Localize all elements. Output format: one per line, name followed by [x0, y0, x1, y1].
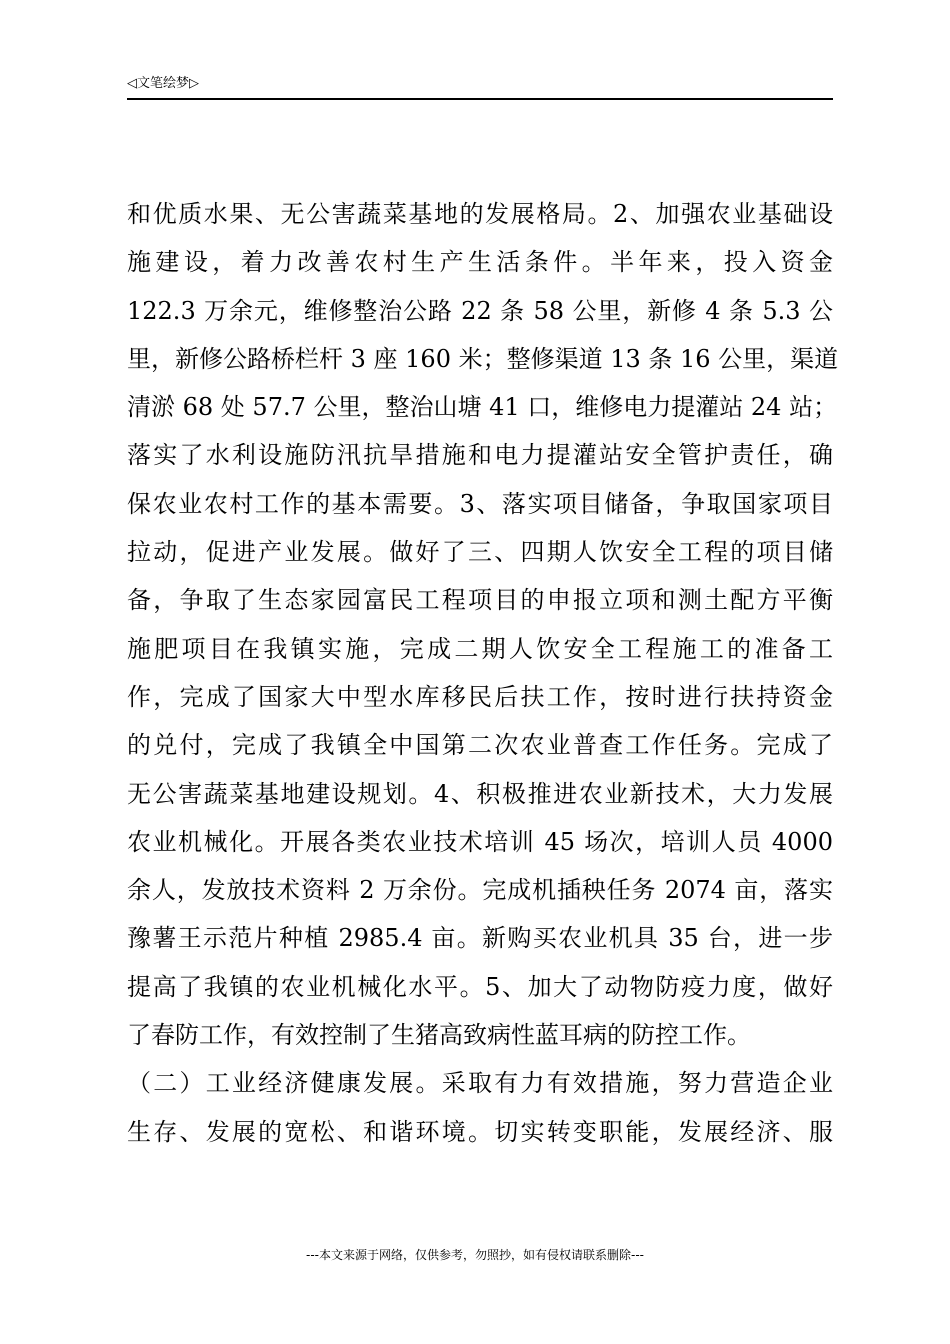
- text-line: 122.3 万余元，维修整治公路 22 条 58 公里，新修 4 条 5.3 公: [127, 296, 833, 325]
- text-line: 和优质水果、无公害蔬菜基地的发展格局。2、加强农业基础设: [127, 200, 833, 228]
- text-line: 豫薯王示范片种植 2985.4 亩。新购买农业机具 35 台，进一步: [127, 924, 833, 953]
- header-mark: ◁文笔绘梦▷: [127, 76, 199, 91]
- text-line: 提高了我镇的农业机械化水平。5、加大了动物防疫力度，做好: [127, 972, 833, 1001]
- text-line: （二）工业经济健康发展。采取有力有效措施，努力营造企业: [127, 1069, 833, 1098]
- text-line: 落实了水利设施防汛抗旱措施和电力提灌站安全管护责任，确: [127, 441, 833, 470]
- text-line: 余人，发放技术资料 2 万余份。完成机插秧任务 2074 亩，落实: [127, 876, 833, 905]
- text-line: 农业机械化。开展各类农业技术培训 45 场次，培训人员 4000: [127, 827, 833, 856]
- text-line: 施建设，着力改善农村生产生活条件。半年来，投入资金: [127, 248, 833, 277]
- footer-notice: ---本文来源于网络，仅供参考，勿照抄，如有侵权请联系删除---: [306, 1248, 644, 1262]
- text-line: 里，新修公路桥栏杆 3 座 160 米；整修渠道 13 条 16 公里，渠道: [127, 344, 839, 373]
- text-line: 保农业农村工作的基本需要。3、落实项目储备，争取国家项目: [127, 489, 833, 518]
- text-line: 施肥项目在我镇实施，完成二期人饮安全工程施工的准备工: [127, 634, 833, 663]
- text-line: 了春防工作，有效控制了生猪高致病性蓝耳病的防控工作。: [127, 1021, 751, 1050]
- text-line: 拉动，促进产业发展。做好了三、四期人饮安全工程的项目储: [127, 538, 833, 567]
- text-line: 的兑付，完成了我镇全中国第二次农业普查工作任务。完成了: [127, 731, 833, 760]
- text-line: 生存、发展的宽松、和谐环境。切实转变职能，发展经济、服: [127, 1117, 833, 1146]
- page-header: [127, 74, 833, 100]
- body-text: [127, 190, 839, 1156]
- text-line: 无公害蔬菜基地建设规划。4、积极推进农业新技术，大力发展: [127, 779, 833, 808]
- text-line: 清淤 68 处 57.7 公里，整治山塘 41 口，维修电力提灌站 24 站；: [127, 393, 838, 422]
- text-line: 备，争取了生态家园富民工程项目的申报立项和测土配方平衡: [127, 586, 833, 615]
- text-line: 作，完成了国家大中型水库移民后扶工作，按时进行扶持资金: [127, 682, 833, 711]
